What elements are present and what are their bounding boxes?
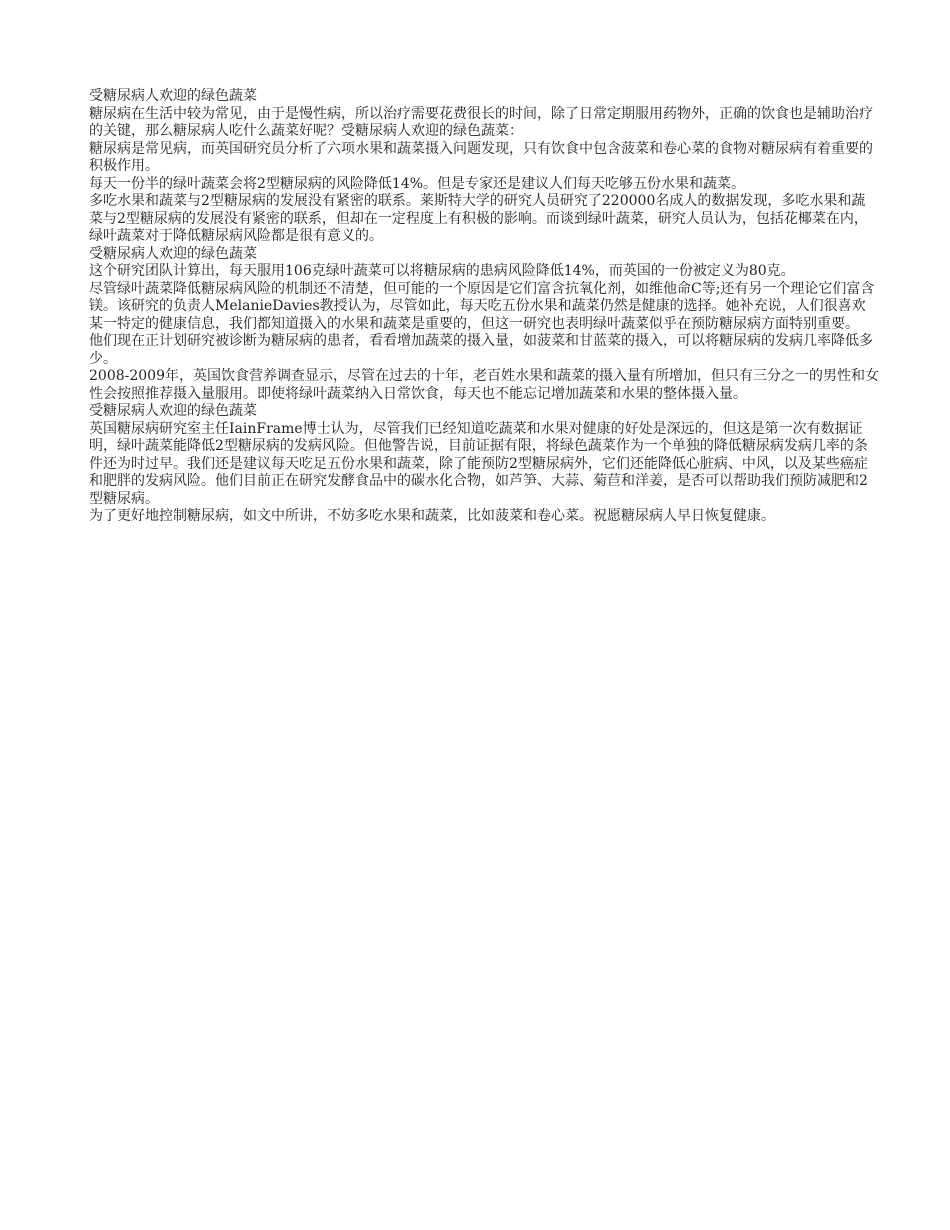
paragraph: 他们现在正计划研究被诊断为糖尿病的患者，看看增加蔬菜的摄入量，如菠菜和甘蓝菜的摄入，可以将糖尿病的发病几率降低多少。 (89, 333, 873, 367)
section-heading: 受糖尿病人欢迎的绿色蔬菜 (89, 403, 257, 419)
paragraph: 每天一份半的绿叶蔬菜会将2型糖尿病的风险降低14%。但是专家还是建议人们每天吃够五份水果和蔬菜。 (89, 175, 746, 192)
paragraph: 为了更好地控制糖尿病，如文中所讲，不妨多吃水果和蔬菜，比如菠菜和卷心菜。祝愿糖尿病人早日恢复健康。 (89, 508, 775, 524)
paragraph: 多吃水果和蔬菜与2型糖尿病的发展没有紧密的联系。莱斯特大学的研究人员研究了220000名成人的数据发现，多吃水果和蔬菜与2型糖尿病的发展没有紧密的联系，但却在一定程度上有积极的影响。而谈到绿叶蔬菜，研究人员认为，包括花椰菜在内，绿叶蔬菜对于降低糖尿病风险都是很有意义的。 (89, 193, 868, 244)
section-heading: 受糖尿病人欢迎的绿色蔬菜 (89, 88, 257, 104)
paragraph: 糖尿病是常见病，而英国研究员分析了六项水果和蔬菜摄入问题发现，只有饮食中包含菠菜和卷心菜的食物对糖尿病有着重要的积极作用。 (89, 140, 873, 174)
section-heading: 受糖尿病人欢迎的绿色蔬菜 (89, 245, 257, 262)
paragraph: 尽管绿叶蔬菜降低糖尿病风险的机制还不清楚，但可能的一个原因是它们富含抗氧化剂，如维他命C等;还有另一个理论它们富含镁。该研究的负责人MelanieDavies教授认为，尽管如此，每天吃五份水果和蔬菜仍然是健康的选择。她补充说，人们很喜欢某一特定的健康信息，我们都知道摄入的水果和蔬菜是重要的，但这一研究也表明绿叶蔬菜似乎在预防糖尿病方面特别重要。 (89, 280, 875, 332)
paragraph: 这个研究团队计算出，每天服用106克绿叶蔬菜可以将糖尿病的患病风险降低14%，而英国的一份被定义为80克。 (89, 263, 795, 279)
paragraph: 英国糖尿病研究室主任IainFrame博士认为，尽管我们已经知道吃蔬菜和水果对健康的好处是深远的，但这是第一次有数据证明，绿叶蔬菜能降低2型糖尿病的发病风险。但他警告说，目前证据有限，将绿色蔬菜作为一个单独的降低糖尿病发病几率的条件还为时过早。我们还是建议每天吃足五份水果和蔬菜，除了能预防2型糖尿病外，它们还能降低心脏病、中风，以及某些癌症和肥胖的发病风险。他们目前正在研究发酵食品中的碳水化合物，如芦笋、大蒜、菊苣和洋姜，是否可以帮助我们预防减肥和2型糖尿病。 (89, 420, 868, 507)
document-body (89, 88, 879, 526)
paragraph: 2008-2009年，英国饮食营养调查显示，尽管在过去的十年，老百姓水果和蔬菜的摄入量有所增加，但只有三分之一的男性和女性会按照推荐摄入量服用。即使将绿叶蔬菜纳入日常饮食，每天也不能忘记增加蔬菜和水果的整体摄入量。 (89, 368, 879, 402)
paragraph: 糖尿病在生活中较为常见，由于是慢性病，所以治疗需要花费很长的时间，除了日常定期服用药物外，正确的饮食也是辅助治疗的关键，那么糖尿病人吃什么蔬菜好呢？受糖尿病人欢迎的绿色蔬菜： (89, 105, 873, 139)
